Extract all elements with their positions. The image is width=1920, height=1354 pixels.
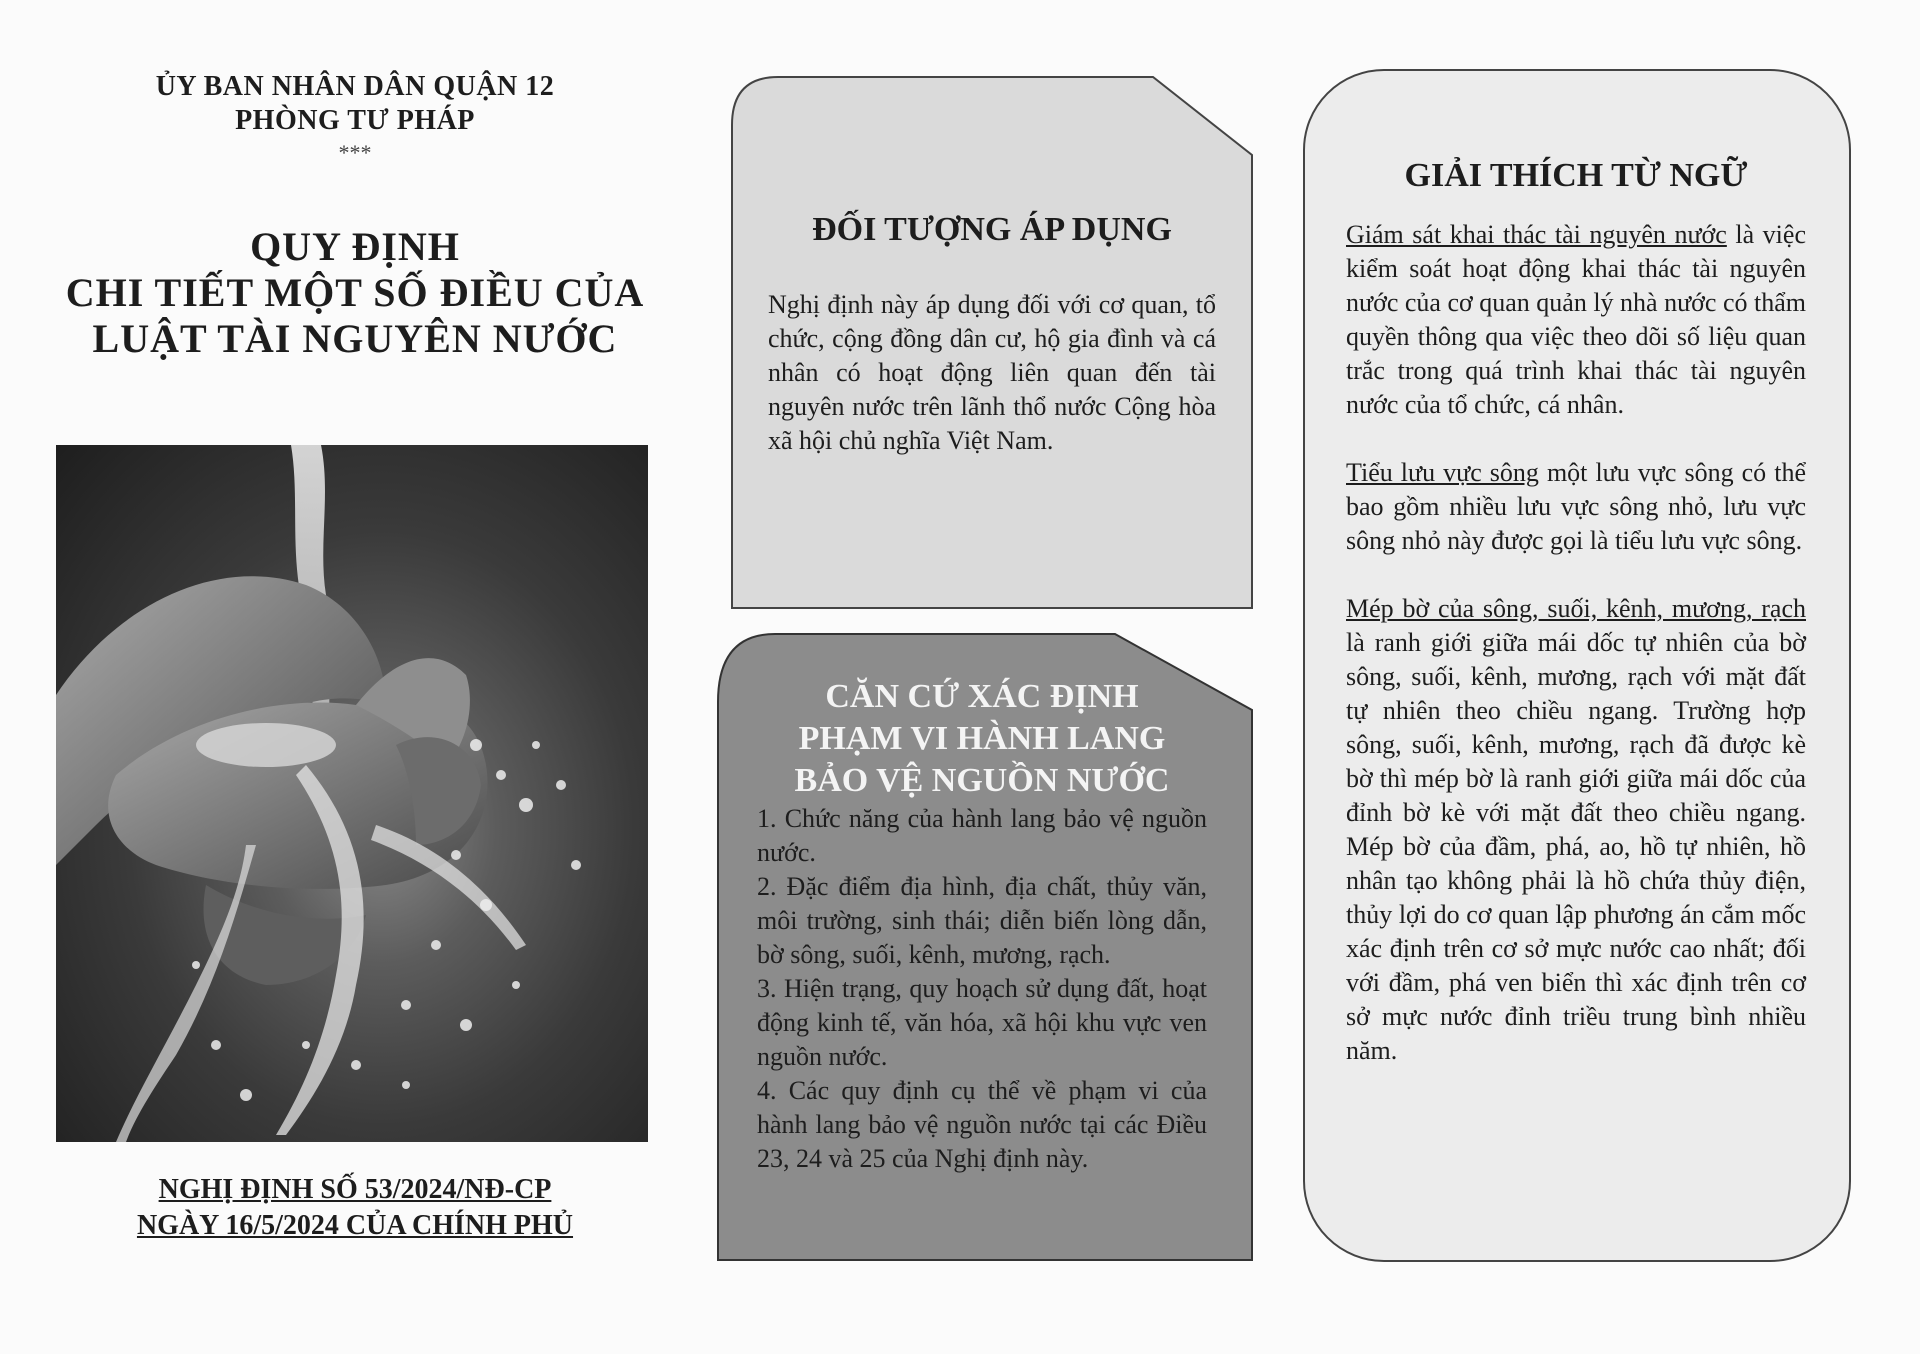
scope-title: ĐỐI TƯỢNG ÁP DỤNG — [812, 211, 1172, 248]
term-definition-2 — [1346, 456, 1806, 558]
term-2-text: một lưu vực sông có thể bao gồm nhiều lưu vực sông nhỏ, lưu vực sông nhỏ này được gọi là tiểu lưu vực sông. — [1346, 458, 1806, 555]
basis-item-2: 2. Đặc điểm địa hình, địa chất, thủy văn, môi trường, sinh thái; diễn biến lòng dẫn, bờ sông, suối, kênh, mương, rạch. — [757, 872, 1207, 969]
basis-box — [715, 632, 1255, 1262]
term-1: Giám sát khai thác tài nguyên nước — [1346, 220, 1727, 249]
term-3-text: là ranh giới giữa mái dốc tự nhiên của bờ sông, suối, kênh, mương, rạch với mặt đất tự nhiên theo chiều ngang. Trường hợp sông, suối, kênh, mương, rạch đã được kè bờ thì mép bờ là ranh giới giữa mái dốc của đỉnh bờ kè với mặt đất theo chiều ngang. Mép bờ của đầm, phá, ao, hồ tự nhiên, hồ nhân tạo không phải là hồ chứa thủy điện, thủy lợi do cơ quan lập phương án cắm mốc xác định trên cơ sở mực nước cao nhất; đối với đầm, phá ven biển thì xác định trên cơ sở mực nước đỉnh triều trung bình nhiều năm. — [1346, 628, 1806, 1065]
basis-item-3: 3. Hiện trạng, quy hoạch sử dụng đất, hoạt động kinh tế, văn hóa, xã hội khu vực ven nguồn nước. — [757, 974, 1207, 1071]
term-definition-3 — [1346, 592, 1806, 1068]
term-3: Mép bờ của sông, suối, kênh, mương, rạch — [1346, 594, 1806, 623]
department-name: PHÒNG TƯ PHÁP — [235, 105, 475, 136]
decree-reference — [40, 1172, 670, 1244]
scope-box — [728, 75, 1256, 610]
water-hands-illustration — [56, 445, 648, 1142]
basis-title-line-3: BẢO VỆ NGUỒN NƯỚC — [794, 762, 1170, 799]
agency-name: ỦY BAN NHÂN DÂN QUẬN 12 — [155, 71, 555, 102]
basis-item-4: 4. Các quy định cụ thể về phạm vi của hành lang bảo vệ nguồn nước tại các Điều 23, 24 và 25 của Nghị định này. — [757, 1076, 1207, 1173]
terms-title: GIẢI THÍCH TỪ NGỮ — [1404, 157, 1748, 194]
scope-text: Nghị định này áp dụng đối với cơ quan, tổ chức, cộng đồng dân cư, hộ gia đình và cá nhân có hoạt động liên quan đến tài nguyên nước trên lãnh thổ nước Cộng hòa xã hội chủ nghĩa Việt Nam. — [768, 290, 1216, 455]
decree-date: NGÀY 16/5/2024 CỦA CHÍNH PHỦ — [136, 1210, 574, 1241]
basis-title — [757, 676, 1207, 802]
main-title-line-2: CHI TIẾT MỘT SỐ ĐIỀU CỦA — [65, 270, 645, 315]
basis-item-1: 1. Chức năng của hành lang bảo vệ nguồn nước. — [757, 804, 1207, 867]
term-definition-1 — [1346, 218, 1806, 422]
stars-divider: *** — [338, 140, 372, 165]
main-title — [40, 224, 670, 362]
cover-panel — [40, 70, 670, 362]
water-hands-photo — [56, 445, 648, 1142]
terms-box — [1302, 68, 1852, 1263]
term-2: Tiểu lưu vực sông — [1346, 458, 1539, 487]
main-title-line-1: QUY ĐỊNH — [250, 224, 460, 269]
basis-title-line-2: PHẠM VI HÀNH LANG — [798, 720, 1166, 757]
term-1-text: là việc kiểm soát hoạt động khai thác tài nguyên nước của cơ quan quản lý nhà nước có thẩm quyền thông qua việc theo dõi số liệu quan trắc trong quá trình khai thác tài nguyên nước của tổ chức, cá nhân. — [1346, 220, 1807, 419]
decree-number: NGHỊ ĐỊNH SỐ 53/2024/NĐ-CP — [158, 1174, 552, 1205]
main-title-line-3: LUẬT TÀI NGUYÊN NƯỚC — [92, 316, 618, 361]
basis-title-line-1: CĂN CỨ XÁC ĐỊNH — [825, 678, 1139, 715]
